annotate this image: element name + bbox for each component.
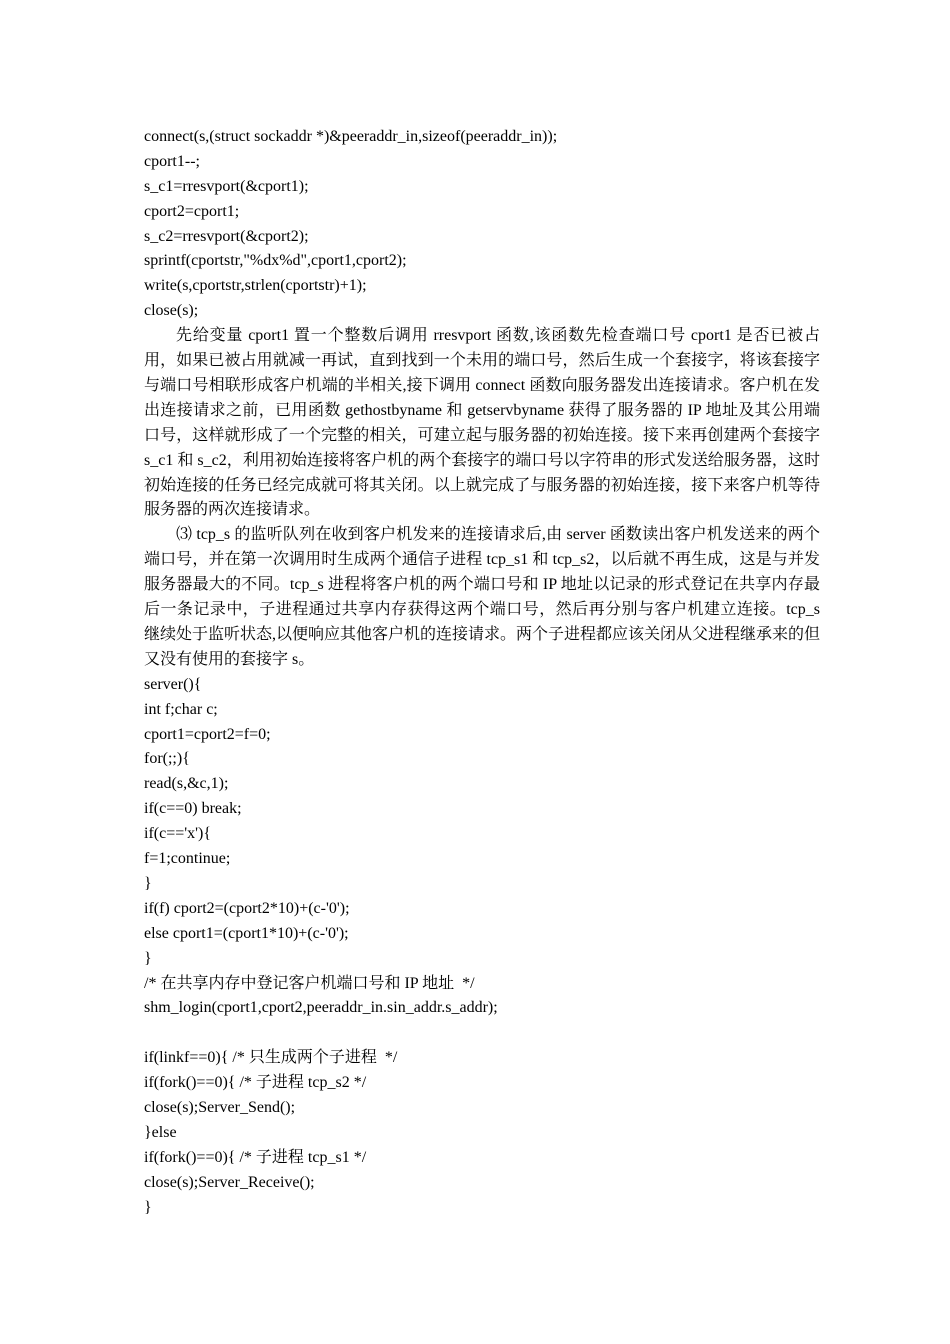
code-line: f=1;continue; bbox=[144, 850, 231, 868]
code-line: read(s,&c,1); bbox=[144, 775, 229, 793]
code-line: if(fork()==0){ /* 子进程 tcp_s1 */ bbox=[144, 1148, 367, 1166]
code-line: } bbox=[144, 874, 152, 892]
code-line: if(fork()==0){ /* 子进程 tcp_s2 */ bbox=[144, 1074, 367, 1092]
code-line: int f;char c; bbox=[144, 700, 218, 718]
code-blank-line bbox=[144, 1021, 820, 1046]
code-line: } bbox=[144, 1198, 152, 1216]
code-block-client bbox=[144, 125, 820, 324]
code-line: shm_login(cport1,cport2,peeraddr_in.sin_addr.s_addr); bbox=[144, 999, 498, 1017]
code-line: cport1=cport2=f=0; bbox=[144, 725, 271, 743]
code-line: cport2=cport1; bbox=[144, 202, 240, 220]
code-line: cport1--; bbox=[144, 152, 200, 170]
code-line: close(s);Server_Send(); bbox=[144, 1098, 296, 1116]
code-line: server(){ bbox=[144, 675, 202, 693]
document-page bbox=[144, 125, 820, 1220]
code-line: } bbox=[144, 949, 152, 967]
code-line: for(;;){ bbox=[144, 750, 190, 768]
code-line: if(f) cport2=(cport2*10)+(c-'0'); bbox=[144, 899, 350, 917]
code-line: sprintf(cportstr,"%dx%d",cport1,cport2); bbox=[144, 252, 407, 270]
code-line: if(c==0) break; bbox=[144, 800, 242, 818]
code-line: if(c=='x'){ bbox=[144, 825, 212, 843]
code-line: if(linkf==0){ /* 只生成两个子进程 */ bbox=[144, 1049, 398, 1067]
code-line: s_c2=rresvport(&cport2); bbox=[144, 227, 309, 245]
code-line: connect(s,(struct sockaddr *)&peeraddr_in,sizeof(peeraddr_in)); bbox=[144, 128, 558, 145]
code-line: }else bbox=[144, 1123, 177, 1141]
code-line: write(s,cportstr,strlen(cportstr)+1); bbox=[144, 277, 367, 295]
code-line: s_c1=rresvport(&cport1); bbox=[144, 177, 309, 195]
code-comment: /* 在共享内存中登记客户机端口号和 IP 地址 */ bbox=[144, 974, 475, 992]
explanation-paragraph: 先给变量 cport1 置一个整数后调用 rresvport 函数,该函数先检查端口号 cport1 是否已被占用，如果已被占用就减一再试，直到找到一个未用的端口号，然后生成一个套接字，将该套接字与端口号相联形成客户机端的半相关,接下调用 connect 函数向服务器发出连接请求。客户机在发出连接请求之前，已用函数 gethostbyname 和 getservbyname 获得了服务器的 IP 地址及其公用端口号，这样就形成了一个完整的相关，可建立起与服务器的初始连接。接下来再创建两个套接字 s_c1 和 s_c2，利用初始连接将客户机的两个套接字的端口号以字符串的形式发送给服务器，这时初始连接的任务已经完成就可将其关闭。以上就完成了与服务器的初始连接，接下来客户机等待服务器的两次连接请求。 bbox=[144, 327, 820, 519]
code-line: close(s);Server_Receive(); bbox=[144, 1173, 315, 1191]
code-line: else cport1=(cport1*10)+(c-'0'); bbox=[144, 924, 349, 942]
code-line: close(s); bbox=[144, 302, 199, 320]
step-3-paragraph: ⑶ tcp_s 的监听队列在收到客户机发来的连接请求后,由 server 函数读出客户机发送来的两个端口号，并在第一次调用时生成两个通信子进程 tcp_s1 和 tcp_s2，以后就不再生成，这是与并发服务器最大的不同。tcp_s 进程将客户机的两个端口号和 IP 地址以记录的形式登记在共享内存最后一条记录中，子进程通过共享内存获得这两个端口号，然后再分别与客户机建立连接。tcp_s 继续处于监听状态,以便响应其他客户机的连接请求。两个子进程都应该关闭从父进程继承来的但又没有使用的套接字 s。 bbox=[144, 526, 821, 668]
code-block-server bbox=[144, 673, 820, 1221]
